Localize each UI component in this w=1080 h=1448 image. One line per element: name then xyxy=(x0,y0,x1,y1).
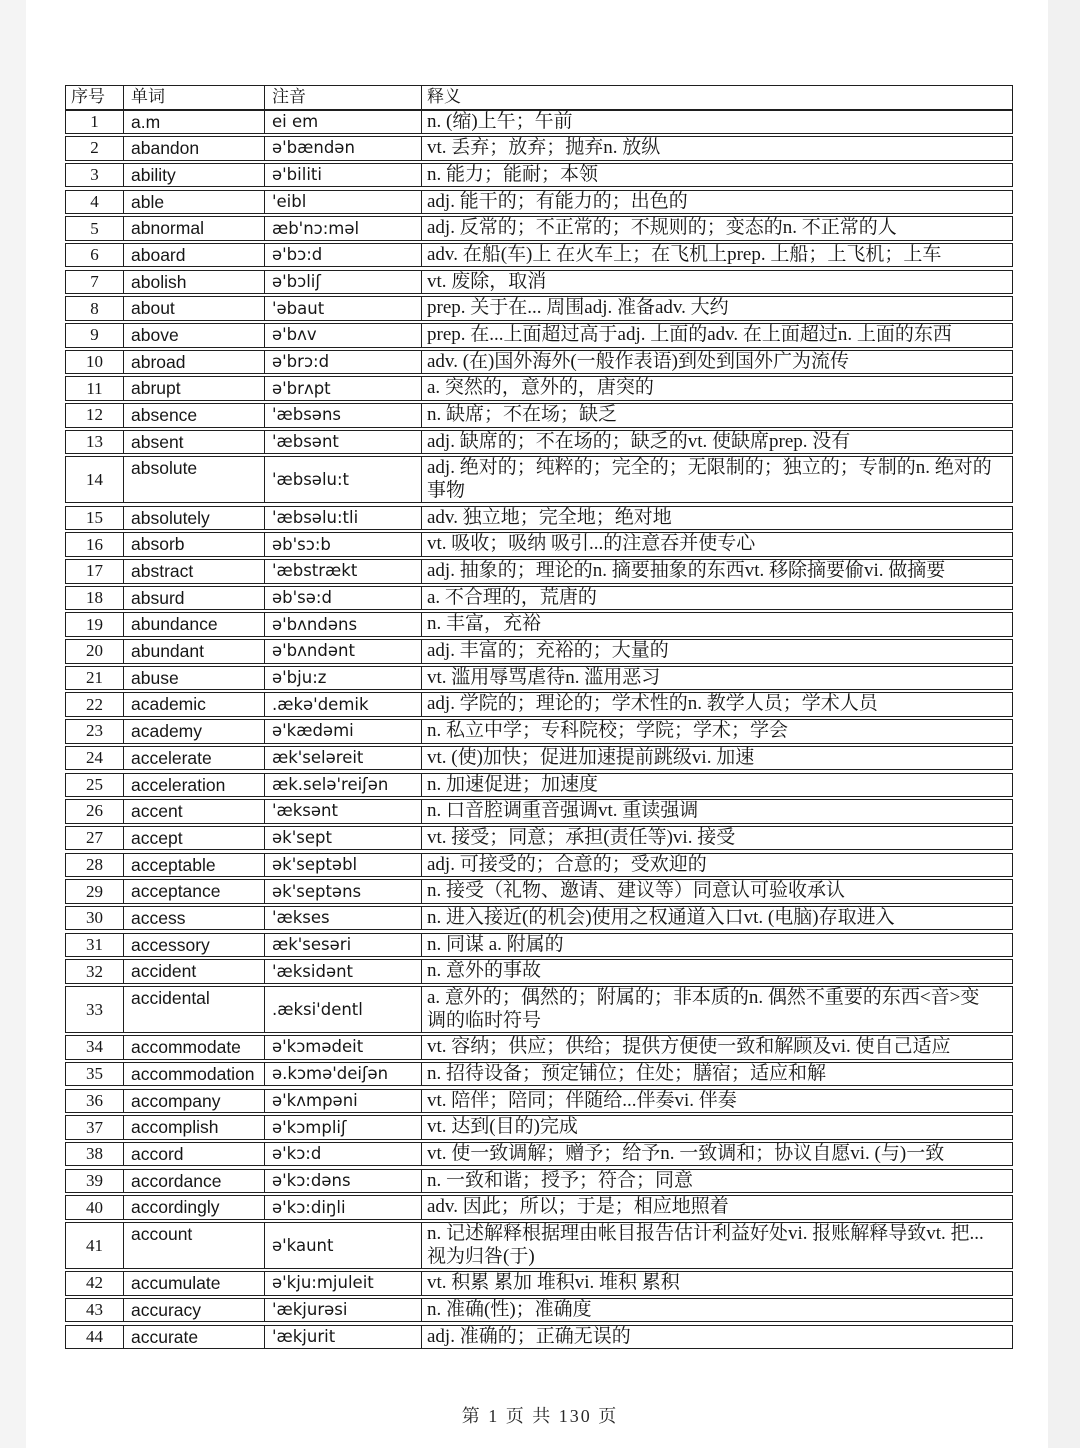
row-definition-cell: adv. 在船(车)上 在火车上；在飞机上prep. 上船；上飞机；上车 xyxy=(421,244,1012,267)
row-number-cell: 44 xyxy=(86,1326,103,1346)
table-row xyxy=(65,1325,1013,1350)
row-definition-cell: vt. 容纳；供应；供给；提供方便使一致和解顾及vi. 使自己适应 xyxy=(421,1036,1012,1059)
row-word-cell: accent xyxy=(123,800,264,823)
row-phonetic-cell: ə'bɔ:d xyxy=(264,244,421,267)
row-definition-cell: n. 招待设备；预定铺位；住处；膳宿；适应和解 xyxy=(421,1063,1012,1086)
table-row xyxy=(65,559,1013,584)
row-word-cell: accord xyxy=(123,1143,264,1166)
table-row xyxy=(65,586,1013,611)
row-number-cell: 9 xyxy=(90,325,99,345)
row-number-cell: 32 xyxy=(86,961,103,981)
header-definition: 释义 xyxy=(421,86,1012,109)
table-row xyxy=(65,376,1013,401)
row-number-cell: 35 xyxy=(86,1064,103,1084)
table-row xyxy=(65,906,1013,931)
row-number-cell: 2 xyxy=(90,138,99,158)
row-number-cell: 7 xyxy=(90,271,99,291)
row-phonetic-cell: əb'sɔ:b xyxy=(264,533,421,556)
row-phonetic-cell: ə'bʌv xyxy=(264,324,421,347)
table-row xyxy=(65,933,1013,958)
row-definition-cell: n. 口音腔调重音强调vt. 重读强调 xyxy=(421,800,1012,823)
table-row xyxy=(65,692,1013,717)
row-number-cell: 24 xyxy=(86,748,103,768)
row-number-cell: 1 xyxy=(90,111,99,131)
row-phonetic-cell: ə'bju:z xyxy=(264,667,421,690)
row-number-cell: 39 xyxy=(86,1170,103,1190)
page-right-margin xyxy=(1048,0,1080,1448)
row-number-cell: 14 xyxy=(86,469,103,489)
row-word-cell: acceptable xyxy=(123,854,264,877)
row-phonetic-cell: 'eibl xyxy=(264,191,421,214)
row-definition-cell: vt. 吸收；吸纳 吸引...的注意吞并使专心 xyxy=(421,533,1012,556)
row-phonetic-cell: 'æbsəns xyxy=(264,404,421,427)
row-word-cell: able xyxy=(123,191,264,214)
row-phonetic-cell: 'əbaut xyxy=(264,297,421,320)
row-phonetic-cell: ə'brɔ:d xyxy=(264,351,421,374)
row-number-cell: 16 xyxy=(86,534,103,554)
row-number-cell: 8 xyxy=(90,298,99,318)
row-phonetic-cell: ək'septəns xyxy=(264,880,421,903)
row-number-cell: 41 xyxy=(86,1235,103,1255)
table-row xyxy=(65,1062,1013,1087)
row-word-cell: academy xyxy=(123,720,264,743)
row-phonetic-cell: ei em xyxy=(264,111,421,134)
table-row xyxy=(65,746,1013,771)
row-word-cell: absurd xyxy=(123,587,264,610)
row-definition-cell: n. 私立中学；专科院校；学院；学术；学会 xyxy=(421,720,1012,743)
row-number-cell: 23 xyxy=(86,721,103,741)
table-row xyxy=(65,430,1013,455)
row-definition-cell: adj. 绝对的；纯粹的；完全的；无限制的；独立的；专制的n. 绝对的事物 xyxy=(421,457,1012,502)
table-row xyxy=(65,216,1013,241)
row-number-cell: 43 xyxy=(86,1300,103,1320)
row-definition-cell: vt. 废除，取消 xyxy=(421,271,1012,294)
row-number-cell: 28 xyxy=(86,854,103,874)
row-number-cell: 31 xyxy=(86,934,103,954)
table-row xyxy=(65,1035,1013,1060)
row-word-cell: accompany xyxy=(123,1090,264,1113)
row-definition-cell: vt. 滥用辱骂虐待n. 滥用恶习 xyxy=(421,667,1012,690)
row-number-cell: 34 xyxy=(86,1037,103,1057)
row-phonetic-cell: ə'kʌmpəni xyxy=(264,1090,421,1113)
row-definition-cell: adj. 能干的；有能力的；出色的 xyxy=(421,191,1012,214)
table-row xyxy=(65,190,1013,215)
row-word-cell: absolutely xyxy=(123,507,264,530)
row-phonetic-cell: ə'brʌpt xyxy=(264,377,421,400)
row-word-cell: abandon xyxy=(123,137,264,160)
row-phonetic-cell: əb'sə:d xyxy=(264,587,421,610)
table-row xyxy=(65,323,1013,348)
row-phonetic-cell: ə'bændən xyxy=(264,137,421,160)
row-phonetic-cell: 'æksidənt xyxy=(264,960,421,983)
row-word-cell: accident xyxy=(123,960,264,983)
table-row xyxy=(65,773,1013,798)
row-phonetic-cell: æk'seləreit xyxy=(264,747,421,770)
row-phonetic-cell: æb'nɔ:məl xyxy=(264,217,421,240)
row-phonetic-cell: ə'kɔ:diŋli xyxy=(264,1196,421,1219)
row-definition-cell: prep. 关于在... 周围adj. 准备adv. 大约 xyxy=(421,297,1012,320)
row-number-cell: 29 xyxy=(86,881,103,901)
row-number-cell: 21 xyxy=(86,668,103,687)
row-number-cell: 25 xyxy=(86,774,103,794)
row-word-cell: aboard xyxy=(123,244,264,267)
vocab-table xyxy=(65,85,1013,1349)
row-phonetic-cell: æk'sesəri xyxy=(264,934,421,957)
row-definition-cell: n. 加速促进；加速度 xyxy=(421,774,1012,797)
row-definition-cell: n. 记述解释根据理由帐目报告估计利益好处vi. 报账解释导致vt. 把...视为归咎(于) xyxy=(421,1223,1012,1268)
row-number-cell: 36 xyxy=(86,1090,103,1110)
row-word-cell: accommodate xyxy=(123,1036,264,1059)
row-word-cell: accommodation xyxy=(123,1063,264,1086)
row-definition-cell: vt. 接受；同意；承担(责任等)vi. 接受 xyxy=(421,827,1012,850)
row-phonetic-cell: ək'sept xyxy=(264,827,421,850)
row-word-cell: absolute xyxy=(123,457,264,502)
header-number: 序号 xyxy=(71,87,105,107)
table-body xyxy=(65,110,1013,1350)
row-phonetic-cell: 'æbsəlu:t xyxy=(264,457,421,502)
row-number-cell: 13 xyxy=(86,432,103,451)
table-row xyxy=(65,1222,1013,1269)
row-definition-cell: vt. 达到(目的)完成 xyxy=(421,1116,1012,1139)
row-word-cell: accept xyxy=(123,827,264,850)
row-definition-cell: n. 进入接近(的机会)使用之权通道入口vt. (电脑)存取进入 xyxy=(421,907,1012,930)
row-phonetic-cell: 'ækjurəsi xyxy=(264,1299,421,1322)
table-row xyxy=(65,110,1013,135)
row-number-cell: 11 xyxy=(86,378,103,398)
row-phonetic-cell: .ækə'demik xyxy=(264,693,421,716)
row-phonetic-cell: 'æbsəlu:tli xyxy=(264,507,421,530)
page-indicator: 第 1 页 共 130 页 xyxy=(461,1406,619,1426)
row-word-cell: absence xyxy=(123,404,264,427)
row-number-cell: 4 xyxy=(90,191,99,211)
row-word-cell: abolish xyxy=(123,271,264,294)
row-definition-cell: vt. 使一致调解；赠予；给予n. 一致调和；协议自愿vi. (与)一致 xyxy=(421,1143,1012,1166)
row-word-cell: accuracy xyxy=(123,1299,264,1322)
row-number-cell: 3 xyxy=(90,165,99,185)
row-definition-cell: n. 意外的事故 xyxy=(421,960,1012,983)
table-row xyxy=(65,403,1013,428)
table-row xyxy=(65,1115,1013,1140)
row-definition-cell: adv. 独立地；完全地；绝对地 xyxy=(421,507,1012,530)
row-number-cell: 17 xyxy=(86,561,103,581)
row-word-cell: account xyxy=(123,1223,264,1268)
row-definition-cell: n. 一致和谐；授予；符合；同意 xyxy=(421,1170,1012,1193)
table-row xyxy=(65,666,1013,691)
row-word-cell: a.m xyxy=(123,111,264,134)
row-definition-cell: n. 同谋 a. 附属的 xyxy=(421,934,1012,957)
table-row xyxy=(65,826,1013,851)
row-definition-cell: a. 意外的；偶然的；附属的；非本质的n. 偶然不重要的东西<音>变调的临时符号 xyxy=(421,987,1012,1032)
row-definition-cell: n. 丰富，充裕 xyxy=(421,613,1012,636)
table-row xyxy=(65,879,1013,904)
table-row xyxy=(65,1089,1013,1114)
row-word-cell: accessory xyxy=(123,934,264,957)
row-phonetic-cell: ə'kɔmpliʃ xyxy=(264,1116,421,1139)
row-phonetic-cell: 'ækjurit xyxy=(264,1326,421,1349)
table-row xyxy=(65,1195,1013,1220)
table-row xyxy=(65,270,1013,295)
row-definition-cell: adj. 缺席的；不在场的；缺乏的vt. 使缺席prep. 没有 xyxy=(421,431,1012,454)
row-number-cell: 5 xyxy=(90,218,99,238)
row-phonetic-cell: ə'kaunt xyxy=(264,1223,421,1268)
row-number-cell: 40 xyxy=(86,1197,103,1217)
row-definition-cell: vt. 陪伴；陪同；伴随给...伴奏vi. 伴奏 xyxy=(421,1090,1012,1113)
row-word-cell: abuse xyxy=(123,667,264,690)
header-phonetic: 注音 xyxy=(264,86,421,109)
page-left-margin xyxy=(0,0,26,1448)
row-word-cell: accelerate xyxy=(123,747,264,770)
row-definition-cell: adj. 抽象的；理论的n. 摘要抽象的东西vt. 移除摘要偷vi. 做摘要 xyxy=(421,560,1012,583)
table-row xyxy=(65,136,1013,161)
row-number-cell: 37 xyxy=(86,1117,103,1137)
row-word-cell: accordingly xyxy=(123,1196,264,1219)
row-definition-cell: adj. 可接受的；合意的；受欢迎的 xyxy=(421,854,1012,877)
row-word-cell: access xyxy=(123,907,264,930)
row-definition-cell: prep. 在...上面超过高于adj. 上面的adv. 在上面超过n. 上面的东西 xyxy=(421,324,1012,347)
row-word-cell: abstract xyxy=(123,560,264,583)
table-row xyxy=(65,639,1013,664)
table-row xyxy=(65,986,1013,1033)
row-phonetic-cell: æk.selə'reiʃən xyxy=(264,774,421,797)
row-number-cell: 26 xyxy=(86,801,103,821)
row-phonetic-cell: .æksi'dentl xyxy=(264,987,421,1032)
table-row xyxy=(65,719,1013,744)
row-definition-cell: a. 突然的，意外的，唐突的 xyxy=(421,377,1012,400)
row-phonetic-cell: 'æksənt xyxy=(264,800,421,823)
row-number-cell: 15 xyxy=(86,507,103,527)
table-row xyxy=(65,532,1013,557)
row-word-cell: accurate xyxy=(123,1326,264,1349)
row-definition-cell: vt. (使)加快；促进加速提前跳级vi. 加速 xyxy=(421,747,1012,770)
row-word-cell: accomplish xyxy=(123,1116,264,1139)
table-row xyxy=(65,350,1013,375)
row-number-cell: 42 xyxy=(86,1273,103,1293)
table-row xyxy=(65,1271,1013,1296)
row-definition-cell: n. 缺席；不在场；缺乏 xyxy=(421,404,1012,427)
row-phonetic-cell: ə'bʌndənt xyxy=(264,640,421,663)
row-number-cell: 30 xyxy=(86,908,103,928)
row-word-cell: acceleration xyxy=(123,774,264,797)
row-word-cell: accordance xyxy=(123,1170,264,1193)
row-definition-cell: adv. 因此；所以；于是；相应地照着 xyxy=(421,1196,1012,1219)
row-definition-cell: adj. 丰富的；充裕的；大量的 xyxy=(421,640,1012,663)
row-phonetic-cell: ə'biliti xyxy=(264,164,421,187)
row-definition-cell: vt. 积累 累加 堆积vi. 堆积 累积 xyxy=(421,1272,1012,1295)
row-word-cell: accumulate xyxy=(123,1272,264,1295)
row-number-cell: 18 xyxy=(86,587,103,607)
row-number-cell: 6 xyxy=(90,245,99,265)
row-word-cell: above xyxy=(123,324,264,347)
row-number-cell: 27 xyxy=(86,828,103,848)
row-word-cell: absorb xyxy=(123,533,264,556)
row-word-cell: abundance xyxy=(123,613,264,636)
row-word-cell: academic xyxy=(123,693,264,716)
row-definition-cell: n. (缩)上午；午前 xyxy=(421,111,1012,134)
table-row xyxy=(65,506,1013,531)
row-phonetic-cell: ə'kɔmədeit xyxy=(264,1036,421,1059)
row-definition-cell: vt. 丢弃；放弃；抛弃n. 放纵 xyxy=(421,137,1012,160)
row-word-cell: abundant xyxy=(123,640,264,663)
row-number-cell: 19 xyxy=(86,614,103,634)
row-phonetic-cell: ə'kju:mjuleit xyxy=(264,1272,421,1295)
row-phonetic-cell: ə'bɔliʃ xyxy=(264,271,421,294)
header-word: 单词 xyxy=(123,86,264,109)
row-phonetic-cell: ə'kædəmi xyxy=(264,720,421,743)
row-definition-cell: n. 准确(性)；准确度 xyxy=(421,1299,1012,1322)
row-word-cell: absent xyxy=(123,431,264,454)
row-number-cell: 20 xyxy=(86,641,103,661)
row-definition-cell: adj. 反常的；不正常的；不规则的；变态的n. 不正常的人 xyxy=(421,217,1012,240)
table-row xyxy=(65,456,1013,503)
row-definition-cell: adj. 学院的；理论的；学术性的n. 教学人员；学术人员 xyxy=(421,693,1012,716)
table-row xyxy=(65,1298,1013,1323)
row-phonetic-cell: 'æbstrækt xyxy=(264,560,421,583)
table-row xyxy=(65,296,1013,321)
row-number-cell: 10 xyxy=(86,351,103,371)
row-word-cell: acceptance xyxy=(123,880,264,903)
table-row xyxy=(65,799,1013,824)
row-phonetic-cell: ə'bʌndəns xyxy=(264,613,421,636)
row-word-cell: abroad xyxy=(123,351,264,374)
row-word-cell: abrupt xyxy=(123,377,264,400)
table-row xyxy=(65,959,1013,984)
table-row xyxy=(65,853,1013,878)
row-word-cell: ability xyxy=(123,164,264,187)
row-definition-cell: n. 能力；能耐；本领 xyxy=(421,164,1012,187)
table-row xyxy=(65,1142,1013,1167)
row-phonetic-cell: ə.kɔmə'deiʃən xyxy=(264,1063,421,1086)
row-word-cell: abnormal xyxy=(123,217,264,240)
row-definition-cell: adv. (在)国外海外(一般作表语)到处到国外广为流传 xyxy=(421,351,1012,374)
row-definition-cell: adj. 准确的；正确无误的 xyxy=(421,1326,1012,1349)
table-row xyxy=(65,243,1013,268)
row-definition-cell: n. 接受（礼物、邀请、建议等）同意认可验收承认 xyxy=(421,880,1012,903)
row-number-cell: 38 xyxy=(86,1144,103,1164)
row-definition-cell: a. 不合理的，荒唐的 xyxy=(421,587,1012,610)
row-phonetic-cell: ə'kɔ:d xyxy=(264,1143,421,1166)
row-phonetic-cell: ə'kɔ:dəns xyxy=(264,1170,421,1193)
table-row xyxy=(65,163,1013,188)
row-phonetic-cell: 'æbsənt xyxy=(264,431,421,454)
row-word-cell: about xyxy=(123,297,264,320)
row-number-cell: 22 xyxy=(86,694,103,714)
table-header-row xyxy=(65,85,1013,110)
row-number-cell: 33 xyxy=(86,999,103,1019)
row-phonetic-cell: 'ækses xyxy=(264,907,421,930)
table-row xyxy=(65,612,1013,637)
row-number-cell: 12 xyxy=(86,405,103,425)
row-word-cell: accidental xyxy=(123,987,264,1032)
table-row xyxy=(65,1169,1013,1194)
row-phonetic-cell: ək'septəbl xyxy=(264,854,421,877)
